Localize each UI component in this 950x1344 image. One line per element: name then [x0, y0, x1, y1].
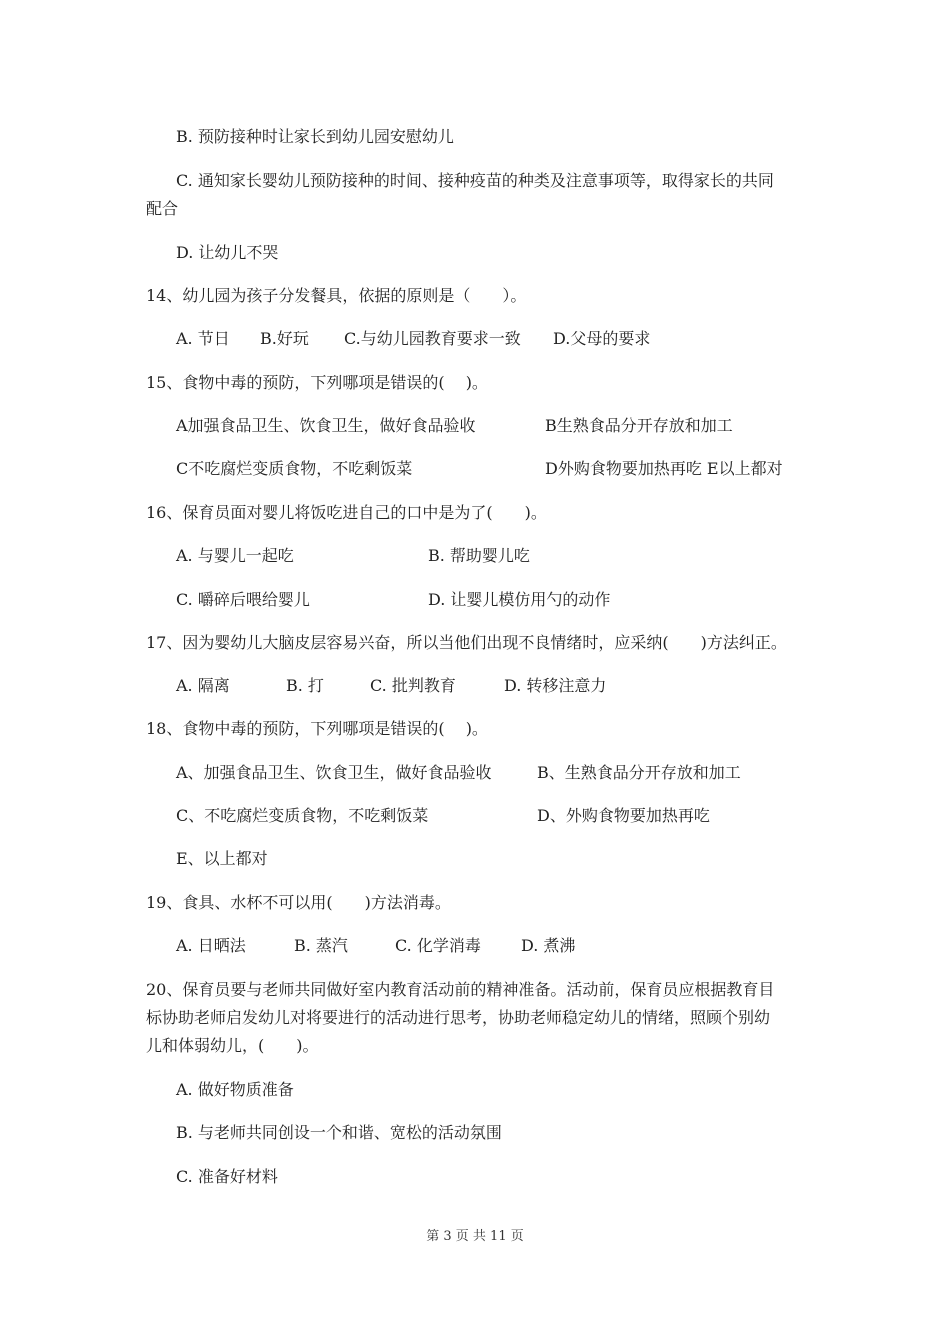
- q13-option-b: B. 预防接种时让家长到幼儿园安慰幼儿: [176, 127, 454, 146]
- q20-stem-line2: 标协助老师启发幼儿对将要进行的活动进行思考，协助老师稳定幼儿的情绪，照顾个别幼: [146, 1008, 771, 1027]
- q20-stem: 20、保育员要与老师共同做好室内教育活动前的精神准备。活动前，保育员应根据教育目: [146, 980, 775, 999]
- q18-stem: 18、食物中毒的预防，下列哪项是错误的( )。: [146, 719, 488, 738]
- q19-option-a: A. 日晒法: [176, 936, 246, 955]
- q13-option-c: C. 通知家长婴幼儿预防接种的时间、接种疫苗的种类及注意事项等，取得家长的共同: [176, 171, 774, 190]
- q20-option-b: B. 与老师共同创设一个和谐、宽松的活动氛围: [176, 1123, 502, 1142]
- q20-stem-line3: 儿和体弱幼儿，( )。: [146, 1036, 319, 1055]
- q19-option-b: B. 蒸汽: [294, 936, 348, 955]
- q15-option-b: B生熟食品分开存放和加工: [545, 416, 733, 435]
- q16-option-a: A. 与婴儿一起吃: [176, 546, 294, 565]
- q18-option-a: A、加强食品卫生、饮食卫生，做好食品验收: [176, 763, 492, 782]
- q18-option-c: C、不吃腐烂变质食物，不吃剩饭菜: [176, 806, 429, 825]
- q15-option-a: A加强食品卫生、饮食卫生，做好食品验收: [176, 416, 476, 435]
- q14-option-c: C.与幼儿园教育要求一致: [344, 329, 521, 348]
- q18-option-b: B、生熟食品分开存放和加工: [537, 763, 741, 782]
- q17-option-a: A. 隔离: [176, 676, 230, 695]
- q15-stem: 15、食物中毒的预防，下列哪项是错误的( )。: [146, 373, 488, 392]
- q14-stem: 14、幼儿园为孩子分发餐具，依据的原则是（ ）。: [146, 286, 527, 305]
- q16-stem: 16、保育员面对婴儿将饭吃进自己的口中是为了( )。: [146, 503, 547, 522]
- q19-option-d: D. 煮沸: [521, 936, 576, 955]
- q18-option-e: E、以上都对: [176, 849, 268, 868]
- q19-stem: 19、食具、水杯不可以用( )方法消毒。: [146, 893, 451, 912]
- q16-option-d: D. 让婴儿模仿用勺的动作: [428, 590, 611, 609]
- q15-option-de: D外购食物要加热再吃 E以上都对: [545, 459, 783, 478]
- q16-option-c: C. 嚼碎后喂给婴儿: [176, 590, 310, 609]
- q20-option-c: C. 准备好材料: [176, 1167, 278, 1186]
- q15-option-c: C不吃腐烂变质食物，不吃剩饭菜: [176, 459, 413, 478]
- q17-option-d: D. 转移注意力: [504, 676, 607, 695]
- q20-option-a: A. 做好物质准备: [176, 1080, 294, 1099]
- page-footer: 第 3 页 共 11 页: [426, 1229, 524, 1244]
- q17-option-c: C. 批判教育: [370, 676, 456, 695]
- q16-option-b: B. 帮助婴儿吃: [428, 546, 530, 565]
- q18-option-d: D、外购食物要加热再吃: [537, 806, 710, 825]
- q13-option-c-cont: 配合: [146, 199, 179, 218]
- q19-option-c: C. 化学消毒: [395, 936, 481, 955]
- q14-option-a: A. 节日: [176, 329, 230, 348]
- q14-option-d: D.父母的要求: [553, 329, 651, 348]
- q17-option-b: B. 打: [286, 676, 324, 695]
- q14-option-b: B.好玩: [260, 329, 309, 348]
- q13-option-d: D. 让幼儿不哭: [176, 243, 279, 262]
- q17-stem: 17、因为婴幼儿大脑皮层容易兴奋，所以当他们出现不良情绪时，应采纳( )方法纠正。: [146, 633, 787, 652]
